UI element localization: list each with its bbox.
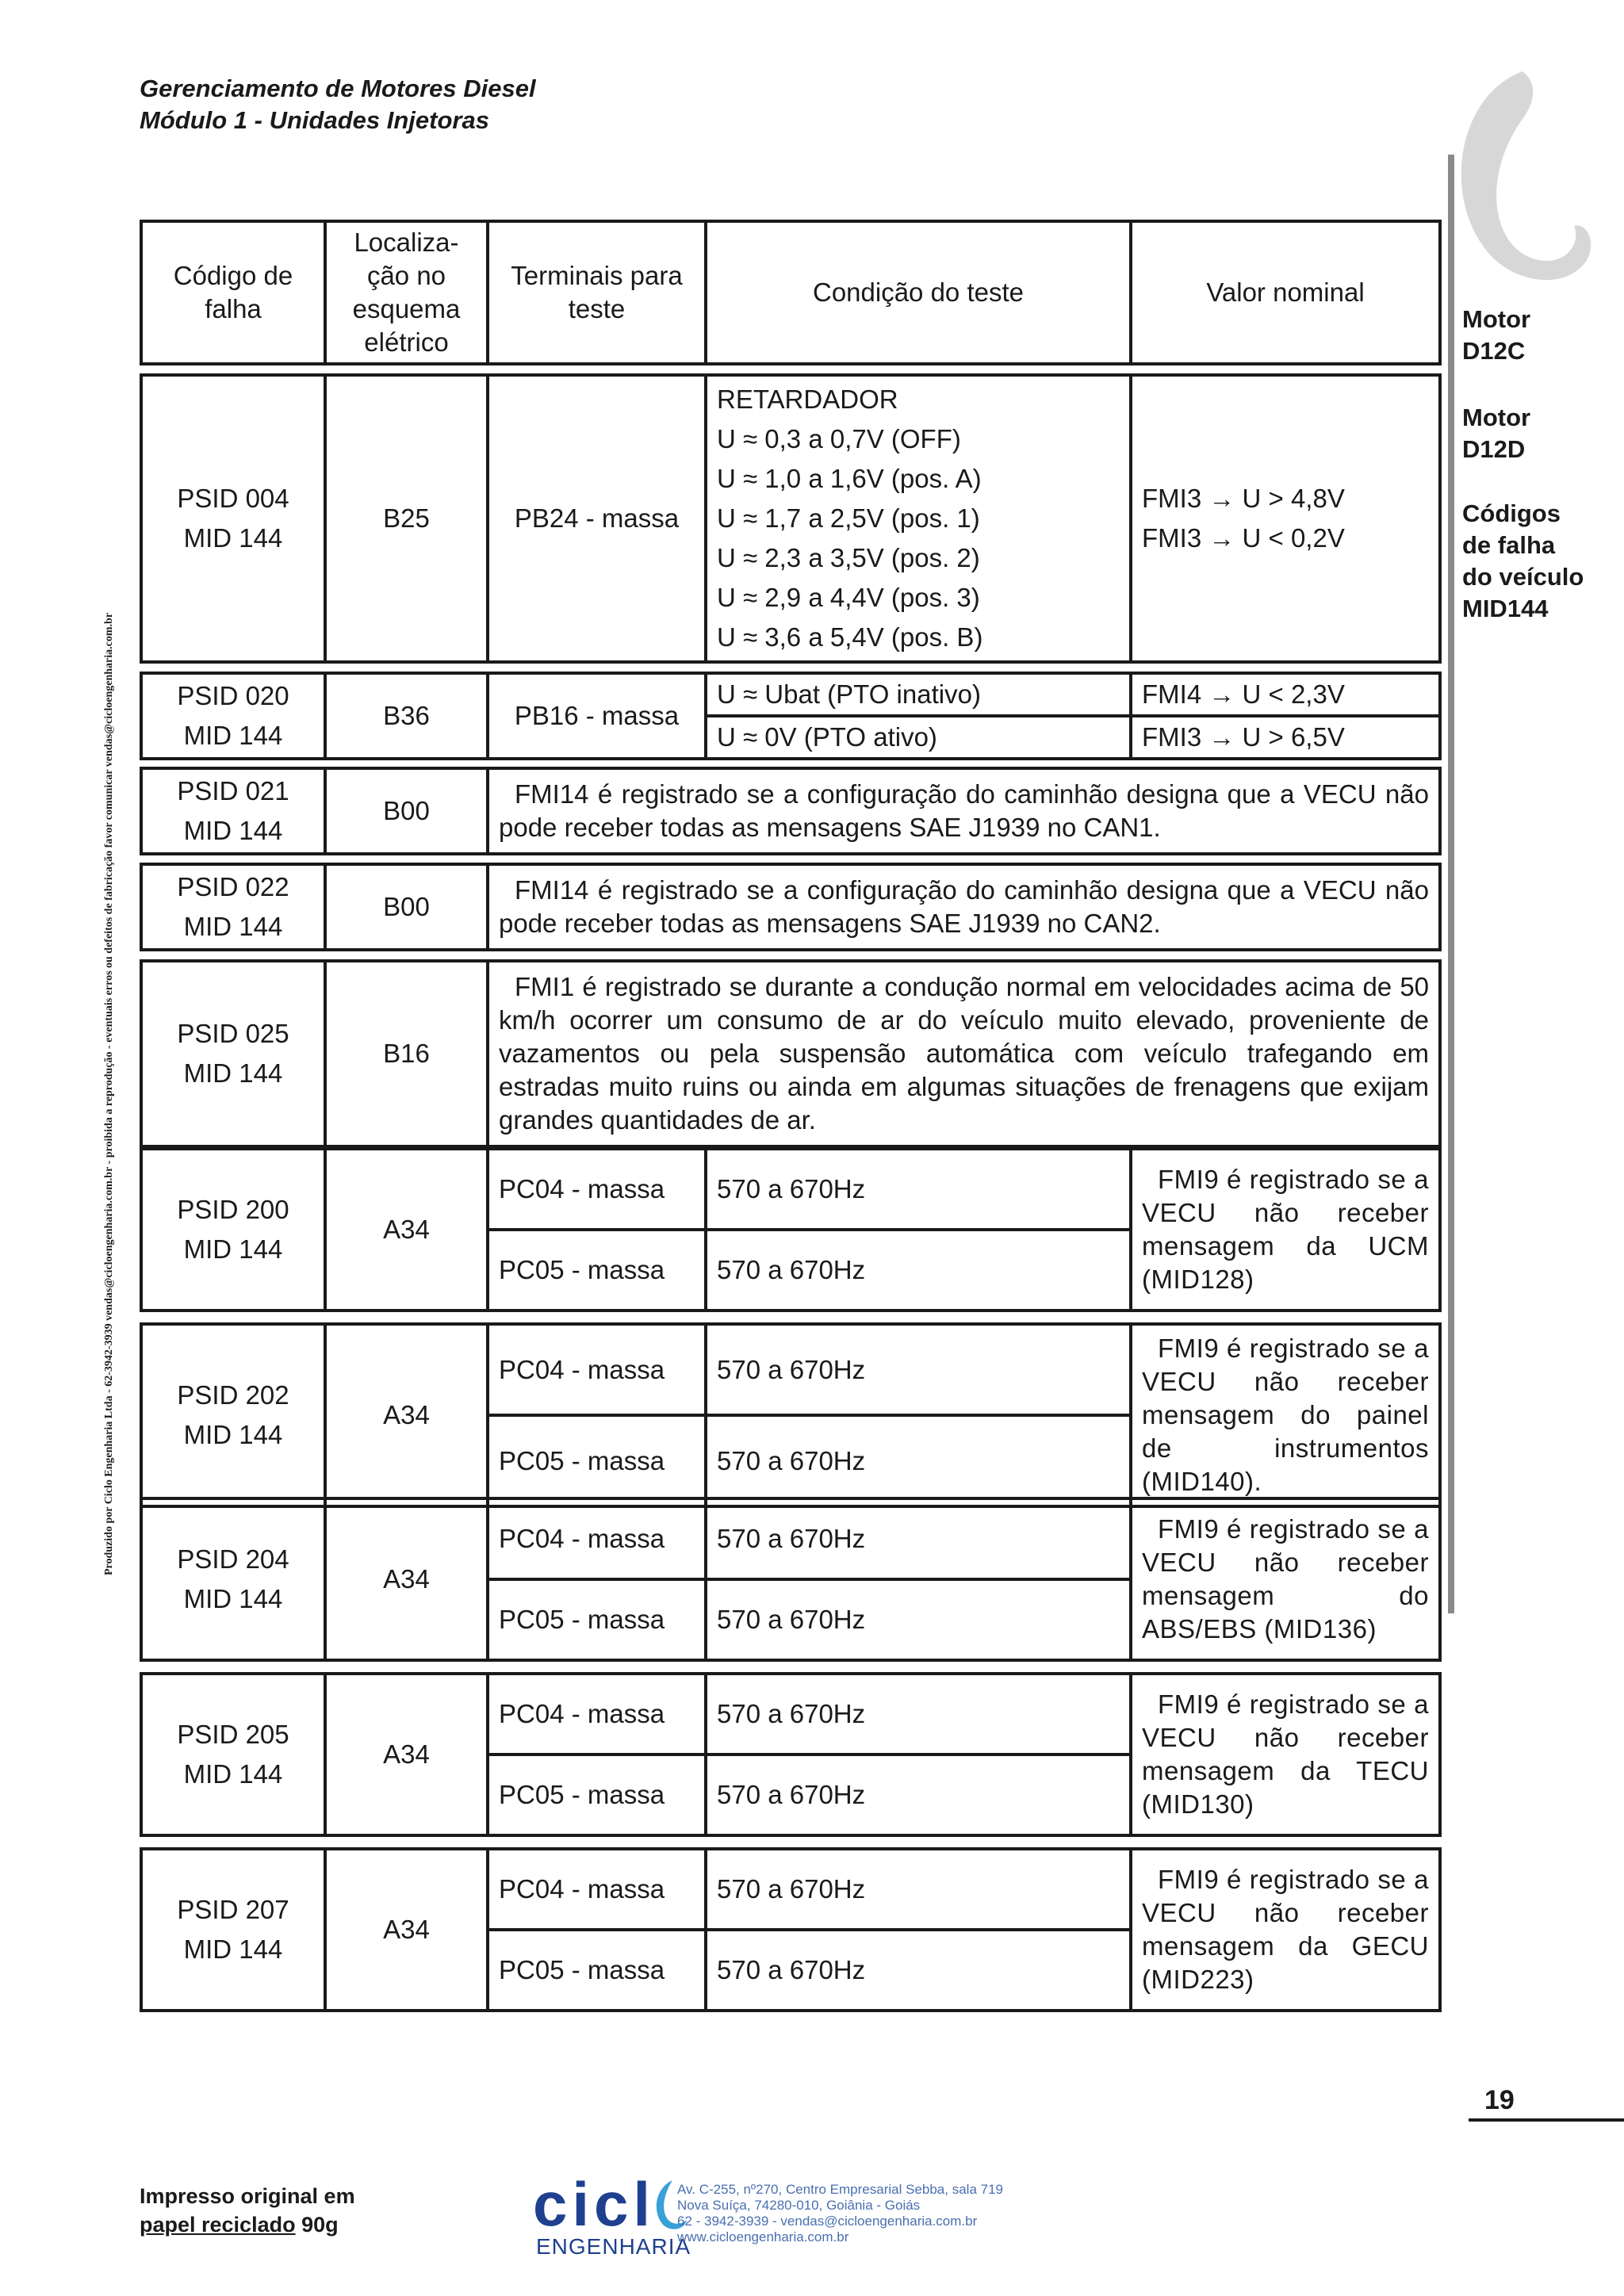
nominal-cell: FMI9 é registrado se a VECU não receber mensagem do painel de instrumentos (MID140).	[1131, 1324, 1440, 1506]
value-cell: 570 a 670Hz	[706, 1324, 1131, 1415]
condition-line: RETARDADOR	[717, 385, 898, 414]
header-text: ção no	[366, 261, 446, 290]
row-psid-204	[140, 1497, 1442, 1662]
header-text: teste	[568, 294, 626, 323]
sidebar-text: de falha	[1462, 531, 1556, 559]
location-cell: A34	[325, 1674, 488, 1835]
terminal-cell: PC04 - massa	[488, 1149, 706, 1230]
condition-line: U ≈ 2,3 a 3,5V (pos. 2)	[717, 543, 980, 572]
row-psid-202	[140, 1322, 1442, 1508]
row-psid-004	[140, 373, 1442, 664]
location-cell: B36	[325, 673, 488, 759]
page-number: 19	[1484, 2085, 1515, 2115]
nominal-cell: FMI4 → U < 2,3V	[1131, 673, 1440, 716]
psid-label: PSID 020	[177, 681, 289, 710]
address-line: 62 - 3942-3939 - vendas@cicloengenharia.com.br	[677, 2214, 978, 2229]
logo-subtitle: ENGENHARIA	[536, 2234, 691, 2259]
condition-line: U ≈ 3,6 a 5,4V (pos. B)	[717, 622, 983, 652]
row-psid-200	[140, 1147, 1442, 1312]
fault-code-cell	[141, 1498, 325, 1660]
header-cell-nominal: Valor nominal	[1131, 221, 1440, 364]
footer-text: Impresso original em	[140, 2184, 355, 2208]
sidebar-text: do veículo	[1462, 563, 1584, 591]
header-cell-terminals	[488, 221, 706, 364]
header-text: Código de	[173, 261, 293, 290]
condition-cell: U ≈ Ubat (PTO inativo)	[706, 673, 1131, 716]
sidebar-text: Motor	[1462, 404, 1531, 431]
address-line: www.cicloengenharia.com.br	[677, 2229, 849, 2244]
footer-underlined-text: papel reciclado	[140, 2213, 296, 2237]
header-cell-code	[141, 221, 325, 364]
psid-label: PSID 021	[177, 776, 289, 806]
header-text: falha	[205, 294, 262, 323]
nominal-cell: FMI3 → U > 6,5V	[1131, 716, 1440, 759]
document-header	[140, 73, 536, 136]
condition-line: U ≈ 1,7 a 2,5V (pos. 1)	[717, 503, 980, 533]
nominal-cell: FMI9 é registrado se a VECU não receber mensagem da TECU (MID130)	[1131, 1674, 1440, 1835]
header-cell-location	[325, 221, 488, 364]
value-cell: 570 a 670Hz	[706, 1930, 1131, 2011]
header-text: Terminais para	[511, 261, 683, 290]
fault-code-cell	[141, 1674, 325, 1835]
description-cell: FMI14 é registrado se a configuração do caminhão designa que a VECU não pode receber todas as mensagens SAE J1939 no CAN1.	[488, 768, 1440, 854]
nominal-line: FMI3 → U > 4,8V	[1142, 484, 1345, 513]
row-psid-205	[140, 1672, 1442, 1837]
fault-code-cell	[141, 1849, 325, 2011]
terminal-cell: PC04 - massa	[488, 1674, 706, 1755]
mid-label: MID 144	[183, 1058, 283, 1088]
description-cell: FMI14 é registrado se a configuração do caminhão designa que a VECU não pode receber todas as mensagens SAE J1939 no CAN2.	[488, 864, 1440, 950]
condition-cell: U ≈ 0V (PTO ativo)	[706, 716, 1131, 759]
location-cell: B00	[325, 768, 488, 854]
row-psid-020	[140, 672, 1442, 760]
mid-label: MID 144	[183, 721, 283, 750]
psid-label: PSID 200	[177, 1195, 289, 1224]
location-cell: A34	[325, 1849, 488, 2011]
terminal-cell: PB24 - massa	[488, 375, 706, 662]
terminal-cell: PC05 - massa	[488, 1230, 706, 1311]
psid-label: PSID 204	[177, 1544, 289, 1574]
psid-label: PSID 207	[177, 1895, 289, 1924]
condition-line: U ≈ 2,9 a 4,4V (pos. 3)	[717, 583, 980, 612]
value-cell: 570 a 670Hz	[706, 1230, 1131, 1311]
nominal-cell: FMI9 é registrado se a VECU não receber mensagem do ABS/EBS (MID136)	[1131, 1498, 1440, 1660]
nominal-cell: FMI9 é registrado se a VECU não receber mensagem da UCM (MID128)	[1131, 1149, 1440, 1311]
mid-label: MID 144	[183, 1759, 283, 1789]
mid-label: MID 144	[183, 816, 283, 845]
fault-code-cell	[141, 673, 325, 759]
sidebar-text: MID144	[1462, 595, 1549, 622]
value-cell: 570 a 670Hz	[706, 1579, 1131, 1660]
psid-label: PSID 004	[177, 484, 289, 513]
address-line: Nova Suíça, 74280-010, Goiânia - Goiás	[677, 2198, 921, 2213]
row-psid-021	[140, 767, 1442, 855]
header-title: Gerenciamento de Motores Diesel	[140, 75, 536, 102]
header-cell-condition: Condição do teste	[706, 221, 1131, 364]
fault-code-cell	[141, 1324, 325, 1506]
logo-wordmark: cicl	[533, 2169, 656, 2239]
mid-label: MID 144	[183, 1584, 283, 1613]
psid-label: PSID 202	[177, 1380, 289, 1410]
nominal-line: FMI3 → U < 0,2V	[1142, 523, 1345, 553]
footer-text: 90g	[295, 2213, 339, 2237]
psid-label: PSID 022	[177, 872, 289, 901]
header-text: esquema	[352, 294, 461, 323]
sidebar-text: D12D	[1462, 435, 1526, 463]
fault-code-cell	[141, 961, 325, 1146]
terminal-cell: PC05 - massa	[488, 1755, 706, 1835]
nominal-cell: FMI9 é registrado se a VECU não receber mensagem da GECU (MID223)	[1131, 1849, 1440, 2011]
sidebar-motor-d12c	[1462, 304, 1530, 367]
fault-code-cell	[141, 1149, 325, 1311]
condition-line: U ≈ 0,3 a 0,7V (OFF)	[717, 424, 961, 453]
company-address	[677, 2182, 1003, 2245]
table-header	[140, 220, 1442, 365]
value-cell: 570 a 670Hz	[706, 1415, 1131, 1506]
terminal-cell: PC04 - massa	[488, 1498, 706, 1579]
value-cell: 570 a 670Hz	[706, 1149, 1131, 1230]
sidebar-topic	[1462, 498, 1584, 625]
nominal-cell	[1131, 375, 1440, 662]
row-psid-025	[140, 959, 1442, 1148]
sidebar-text: D12C	[1462, 337, 1526, 365]
location-cell: A34	[325, 1149, 488, 1311]
fault-code-cell	[141, 768, 325, 854]
mid-label: MID 144	[183, 912, 283, 941]
vertical-note-text: Produzido por Ciclo Engenharia Ltda - 62-3942-3939 vendas@cicloengenharia.com.br - proibida a reprodução - eventuais erros ou defeitos de fabricação favor comunicar vendas@cicloengenharia.com.br	[103, 612, 115, 1576]
fault-code-cell	[141, 864, 325, 950]
description-cell: FMI1 é registrado se durante a condução normal em velocidades acima de 50 km/h ocorrer um consumo de ar do veículo muito elevado, proveniente de vazamentos ou pela suspensão automática com veículo trafegando em estradas muito ruins ou ainda em algumas situações de frenagens que exijam grandes quantidades de ar.	[488, 961, 1440, 1146]
sidebar-text: Motor	[1462, 305, 1531, 333]
value-cell: 570 a 670Hz	[706, 1498, 1131, 1579]
value-cell: 570 a 670Hz	[706, 1849, 1131, 1930]
mid-label: MID 144	[183, 523, 283, 553]
terminal-cell: PC05 - massa	[488, 1579, 706, 1660]
terminal-cell: PB16 - massa	[488, 673, 706, 759]
header-text: elétrico	[364, 327, 449, 357]
location-cell: B16	[325, 961, 488, 1146]
fault-code-cell	[141, 375, 325, 662]
row-psid-207	[140, 1847, 1442, 2012]
side-divider-bar	[1448, 155, 1454, 1613]
header-text: Localiza-	[354, 228, 459, 257]
sidebar-motor-d12d	[1462, 402, 1530, 465]
page-number-rule	[1469, 2118, 1624, 2122]
footer-recycled-note	[140, 2182, 355, 2239]
company-logo	[533, 2169, 691, 2260]
sidebar-text: Códigos	[1462, 499, 1561, 527]
value-cell: 570 a 670Hz	[706, 1755, 1131, 1835]
mid-label: MID 144	[183, 1934, 283, 1964]
footer-text-line2	[140, 2210, 355, 2239]
mid-label: MID 144	[183, 1420, 283, 1449]
condition-cell	[706, 375, 1131, 662]
location-cell: A34	[325, 1498, 488, 1660]
location-cell: B25	[325, 375, 488, 662]
terminal-cell: PC04 - massa	[488, 1324, 706, 1415]
psid-label: PSID 205	[177, 1720, 289, 1749]
mid-label: MID 144	[183, 1234, 283, 1264]
location-cell: A34	[325, 1324, 488, 1506]
value-cell: 570 a 670Hz	[706, 1674, 1131, 1755]
psid-label: PSID 025	[177, 1019, 289, 1048]
address-line: Av. C-255, nº270, Centro Empresarial Sebba, sala 719	[677, 2182, 1003, 2197]
terminal-cell: PC05 - massa	[488, 1930, 706, 2011]
condition-line: U ≈ 1,0 a 1,6V (pos. A)	[717, 464, 982, 493]
header-subtitle: Módulo 1 - Unidades Injetoras	[140, 106, 489, 134]
terminal-cell: PC05 - massa	[488, 1415, 706, 1506]
location-cell: B00	[325, 864, 488, 950]
decorative-swirl-graphic	[1427, 63, 1624, 301]
terminal-cell: PC04 - massa	[488, 1849, 706, 1930]
row-psid-022	[140, 863, 1442, 951]
